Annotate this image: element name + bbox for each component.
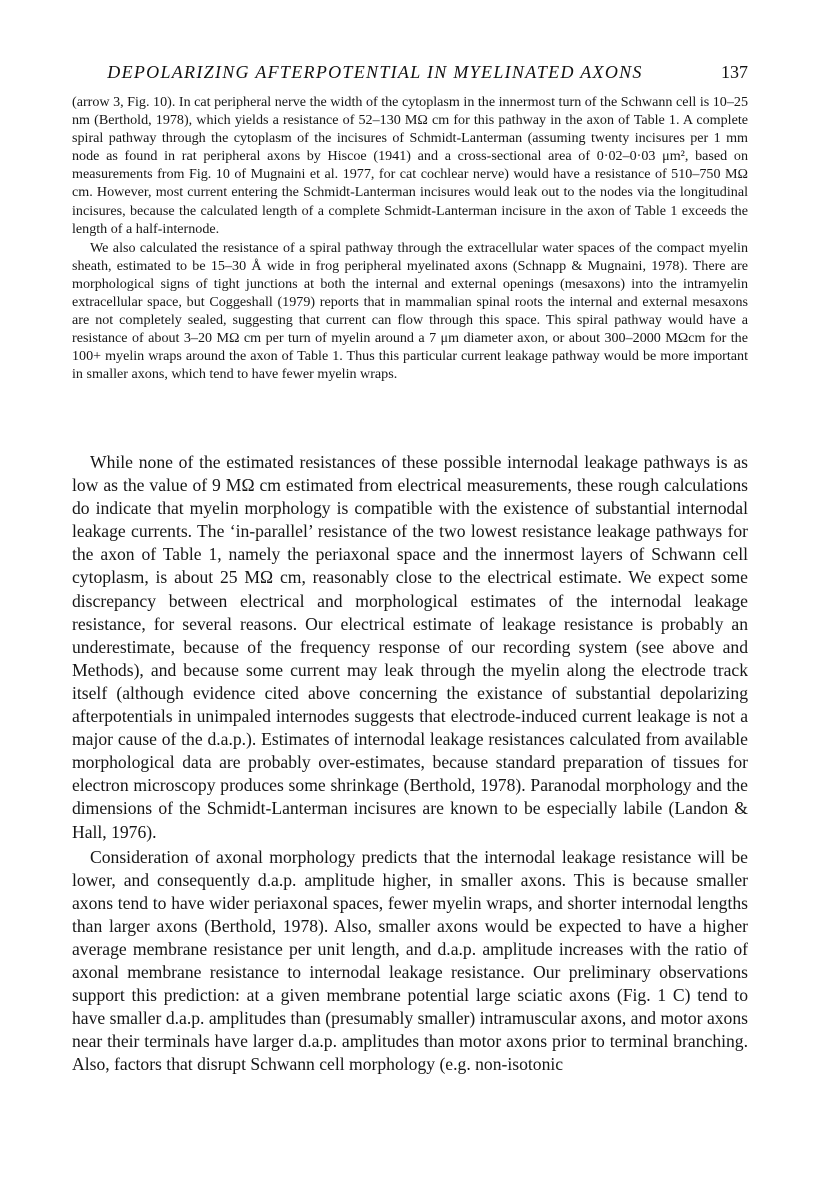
running-title: DEPOLARIZING AFTERPOTENTIAL IN MYELINATED AXONS bbox=[107, 62, 643, 82]
page-number: 137 bbox=[721, 62, 748, 82]
body-paragraph-leakage-resistance: While none of the estimated resistances of these possible internodal leakage pathways is as low as the value of 9 MΩ cm estimated from electrical measurements, these rough calculations do indicate that myelin morphology is compatible with the existence of substantial internodal leakage currents. The ‘in-parallel’ resistance of the two lowest resistance leakage pathways for the axon of Table 1, namely the periaxonal space and the innermost layers of Schwann cell cytoplasm, is about 25 MΩ cm, reasonably close to the electrical estimate. We expect some discrepancy between electrical and morphological estimates of the internodal leakage resistance, for several reasons. Our electrical estimate of leakage resistance is probably an underestimate, because of the frequency response of our recording system (see above and Methods), and because some current may leak through the myelin along the electrode track itself (although evidence cited above concerning the existance of substantial depolarizing afterpotentials in unimpaled internodes suggests that electrode-induced current leakage is not a major cause of the d.a.p.). Estimates of internodal leakage resistances calculated from available morphological data are probably over-estimates, because standard preparation of tissues for electron microscopy produces some shrinkage (Berthold, 1978). Paranodal morphology and the dimensions of the Schmidt-Lanterman incisures are known to be especially labile (Landon & Hall, 1976). bbox=[72, 452, 748, 842]
small-paragraph-spiral-pathway: We also calculated the resistance of a spiral pathway through the extracellular water spaces of the compact myelin sheath, estimated to be 15–30 Å wide in frog peripheral myelinated axons (Schnapp & Mugnaini, 1978). There are morphological signs of tight junctions at both the internal and external openings (mesaxons) into the intramyelin extracellular space, but Coggeshall (1979) reports that in mammalian spinal roots the internal and external mesaxons are not completely sealed, suggesting that current can flow through this space. This spiral pathway would have a resistance of about 3–20 MΩ cm per turn of myelin around a 7 μm diameter axon, or about 300–2000 MΩcm for the 100+ myelin wraps around the axon of Table 1. Thus this particular current leakage pathway would be more important in smaller axons, which tend to have fewer myelin wraps. bbox=[72, 239, 748, 383]
small-paragraph-continuation: (arrow 3, Fig. 10). In cat peripheral nerve the width of the cytoplasm in the innermost turn of the Schwann cell is 10–25 nm (Berthold, 1978), which yields a resistance of 52–130 MΩ cm for this pathway in the axon of Table 1. A complete spiral pathway through the cytoplasm of the incisures of Schmidt-Lanterman (assuming twenty incisures per 1 mm node as found in rat peripheral axons by Hiscoe (1941) and a cross-sectional area of 0·02–0·03 μm², based on measurements from Fig. 10 of Mugnaini et al. 1977, for cat cochlear nerve) would have a resistance of 510–750 MΩ cm. However, most current entering the Schmidt-Lanterman incisures would leak out to the nodes via the longitudinal incisures, because the calculated length of a complete Schmidt-Lanterman incisure in the axon of Table 1 exceeds the length of a half-internode. bbox=[72, 94, 748, 237]
small-print-section bbox=[72, 93, 748, 384]
body-paragraph-axonal-morphology: Consideration of axonal morphology predicts that the internodal leakage resistance will be lower, and consequently d.a.p. amplitude higher, in smaller axons. This is because smaller axons tend to have wider periaxonal spaces, fewer myelin wraps, and shorter internodal lengths than larger axons (Berthold, 1978). Also, smaller axons would be expected to have a higher average membrane resistance per unit length, and d.a.p. amplitude increases with the ratio of axonal membrane resistance to internodal leakage resistance. Our preliminary observations support this prediction: at a given membrane potential large sciatic axons (Fig. 1 C) tend to have smaller d.a.p. amplitudes than (presumably smaller) intramuscular axons, and motor axons near their terminals have larger d.a.p. amplitudes than motor axons prior to terminal branching. Also, factors that disrupt Schwann cell morphology (e.g. non-isotonic bbox=[72, 846, 748, 1075]
body-text-section bbox=[72, 451, 748, 1077]
running-head bbox=[72, 62, 748, 88]
